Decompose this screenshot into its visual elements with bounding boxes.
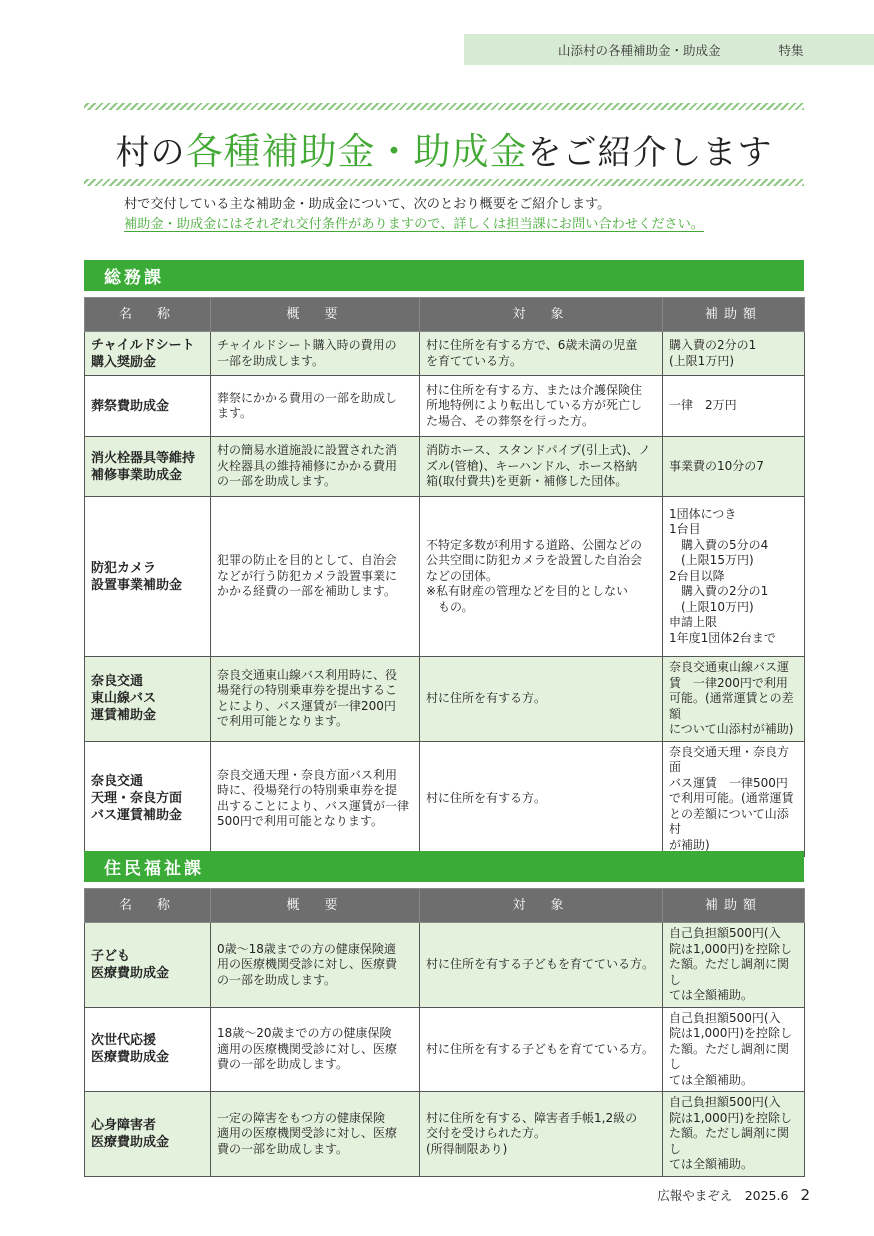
title-post: をご紹介します — [527, 133, 773, 173]
header-tag: 特集 — [778, 42, 804, 58]
page-title — [84, 121, 804, 175]
table-row — [85, 437, 805, 497]
table-row — [85, 332, 805, 376]
table-row — [85, 376, 805, 437]
table-row — [85, 923, 805, 1008]
row-summary: チャイルドシート購入時の費用の 一部を助成します。 — [211, 332, 420, 376]
row-name: 心身障害者 医療費助成金 — [85, 1092, 211, 1177]
row-summary: 村の簡易水道施設に設置された消 火栓器具の維持補修にかかる費用 の一部を助成します。 — [211, 437, 420, 497]
intro-line-1: 村で交付している主な補助金・助成金について、次のとおり概要をご紹介します。 — [124, 197, 611, 212]
col-header-name: 名 称 — [85, 298, 211, 332]
section-header-somuka: 総務課 — [84, 260, 804, 291]
table-somuka — [84, 297, 805, 857]
table-row — [85, 1007, 805, 1092]
header-band — [464, 34, 874, 65]
row-name: 消火栓器具等維持 補修事業助成金 — [85, 437, 211, 497]
row-name: 次世代応援 医療費助成金 — [85, 1007, 211, 1092]
title-highlight: 各種補助金・助成金 — [185, 130, 528, 173]
col-header-target: 対 象 — [420, 298, 663, 332]
row-amount: 自己負担額500円(入 院は1,000円)を控除し た額。ただし調剤に関し ては全額補助。 — [663, 1092, 805, 1177]
row-summary: 一定の障害をもつ方の健康保険 適用の医療機関受診に対し、医療 費の一部を助成します。 — [211, 1092, 420, 1177]
row-target: 村に住所を有する子どもを育てている方。 — [420, 1007, 663, 1092]
table-jumin-fukushi — [84, 888, 805, 1177]
row-target: 村に住所を有する方。 — [420, 657, 663, 742]
row-name: 奈良交通 天理・奈良方面 バス運賃補助金 — [85, 741, 211, 857]
row-summary: 犯罪の防止を目的として、自治会 などが行う防犯カメラ設置事業に かかる経費の一部を補助します。 — [211, 497, 420, 657]
col-header-name: 名 称 — [85, 889, 211, 923]
row-name: 葬祭費助成金 — [85, 376, 211, 437]
table-row — [85, 1092, 805, 1177]
section-header-jumin-fukushi: 住民福祉課 — [84, 851, 804, 882]
row-summary: 18歳～20歳までの方の健康保険 適用の医療機関受診に対し、医療 費の一部を助成します。 — [211, 1007, 420, 1092]
row-target: 村に住所を有する子どもを育てている方。 — [420, 923, 663, 1008]
row-summary: 奈良交通東山線バス利用時に、役 場発行の特別乗車券を提出するこ とにより、バス運賃が一律200円 で利用可能となります。 — [211, 657, 420, 742]
row-amount: 事業費の10分の7 — [663, 437, 805, 497]
intro-text — [124, 195, 704, 235]
row-name: チャイルドシート 購入奨励金 — [85, 332, 211, 376]
row-amount: 自己負担額500円(入 院は1,000円)を控除し た額。ただし調剤に関し ては全額補助。 — [663, 1007, 805, 1092]
row-target: 村に住所を有する方、または介護保険住 所地特例により転出している方が死亡し た場合、その葬祭を行った方。 — [420, 376, 663, 437]
row-summary: 葬祭にかかる費用の一部を助成し ます。 — [211, 376, 420, 437]
col-header-summary: 概 要 — [211, 298, 420, 332]
row-name: 奈良交通 東山線バス 運賃補助金 — [85, 657, 211, 742]
col-header-amount: 補助額 — [663, 889, 805, 923]
row-target: 村に住所を有する、障害者手帳1,2級の 交付を受けられた方。 (所得制限あり) — [420, 1092, 663, 1177]
header-section-title: 山添村の各種補助金・助成金 — [558, 42, 721, 58]
col-header-summary: 概 要 — [211, 889, 420, 923]
table-row — [85, 741, 805, 857]
title-pre: 村の — [115, 133, 186, 173]
title-top-rule — [84, 103, 804, 110]
row-target: 不特定多数が利用する道路、公園などの 公共空間に防犯カメラを設置した自治会 などの団体。 ※私有財産の管理などを目的としない もの。 — [420, 497, 663, 657]
row-target: 村に住所を有する方。 — [420, 741, 663, 857]
row-amount: 奈良交通東山線バス運 賃 一律200円で利用 可能。(通常運賃との差額 について山添村が補助) — [663, 657, 805, 742]
row-summary: 0歳～18歳までの方の健康保険適 用の医療機関受診に対し、医療費 の一部を助成します。 — [211, 923, 420, 1008]
row-name: 子ども 医療費助成金 — [85, 923, 211, 1008]
row-amount: 自己負担額500円(入 院は1,000円)を控除し た額。ただし調剤に関し ては全額補助。 — [663, 923, 805, 1008]
row-amount: 奈良交通天理・奈良方面 バス運賃 一律500円 で利用可能。(通常運賃 との差額について山添村 が補助) — [663, 741, 805, 857]
row-target: 消防ホース、スタンドパイプ(引上式)、ノ ズル(管槍)、キーハンドル、ホース格納 箱(取付費共)を更新・補修した団体。 — [420, 437, 663, 497]
row-name: 防犯カメラ 設置事業補助金 — [85, 497, 211, 657]
row-summary: 奈良交通天理・奈良方面バス利用 時に、役場発行の特別乗車券を提 出することにより、バス運賃が一律 500円で利用可能となります。 — [211, 741, 420, 857]
footer — [657, 1186, 810, 1204]
title-bottom-rule — [84, 179, 804, 186]
row-amount: 1団体につき 1台目 購入費の5分の4 (上限15万円) 2台目以降 購入費の2分の1 (上限10万円) 申請上限 1年度1団体2台まで — [663, 497, 805, 657]
row-amount: 購入費の2分の1 (上限1万円) — [663, 332, 805, 376]
col-header-amount: 補助額 — [663, 298, 805, 332]
table-row — [85, 657, 805, 742]
row-amount: 一律 2万円 — [663, 376, 805, 437]
table-row — [85, 497, 805, 657]
page-number: 2 — [800, 1186, 810, 1204]
footer-publication: 広報やまぞえ 2025.6 — [657, 1188, 789, 1203]
col-header-target: 対 象 — [420, 889, 663, 923]
intro-line-2: 補助金・助成金にはそれぞれ交付条件がありますので、詳しくは担当課にお問い合わせください。 — [124, 217, 704, 232]
row-target: 村に住所を有する方で、6歳未満の児童 を育てている方。 — [420, 332, 663, 376]
